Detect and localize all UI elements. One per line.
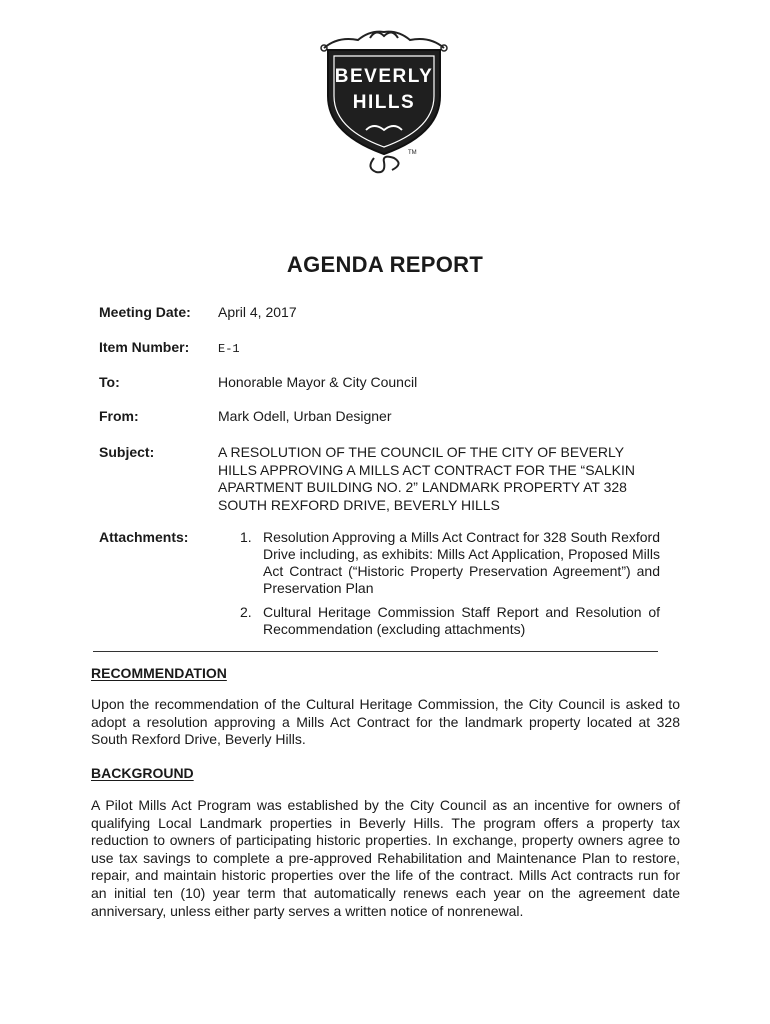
attachment-number: 2. (240, 604, 252, 620)
background-heading: BACKGROUND (91, 765, 194, 781)
attachment-text: Cultural Heritage Commission Staff Report and Resolution of Recommendation (excluding attachments) (263, 604, 660, 637)
background-text: A Pilot Mills Act Program was established by the City Council as an incentive for owners of qualifying Local Landmark properties in Beverly Hills. The program offers a property tax reduction to owners of participating historic properties. In exchange, property owners agree to use tax savings to complete a pre-approved Rehabilitation and Maintenance Plan to restore, repair, and maintain historic properties over the life of the contract. Mills Act contracts run for an initial ten (10) year term that automatically renews each year on the agreement date anniversary, unless either party serves a written notice of nonrenewal. (91, 797, 680, 919)
beverly-hills-shield-logo (318, 26, 450, 176)
attachment-item (240, 604, 660, 638)
subject-line: APARTMENT BUILDING NO. 2” LANDMARK PROPERTY AT 328 (218, 479, 627, 495)
item-number-value: E-1 (218, 342, 240, 356)
recommendation-text: Upon the recommendation of the Cultural Heritage Commission, the City Council is asked to adopt a resolution approving a Mills Act Contract for the landmark property located at 328 South Rexford Drive, Beverly Hills. (91, 696, 680, 748)
svg-text:BEVERLY: BEVERLY (334, 66, 434, 87)
attachment-text: Resolution Approving a Mills Act Contract for 328 South Rexford Drive including, as exhibits: Mills Act Application, Proposed Mills Act Contract (“Historic Property Preservation Agreement”) and Preservation Plan (263, 529, 660, 596)
section-divider (93, 651, 658, 652)
subject-line: HILLS APPROVING A MILLS ACT CONTRACT FOR THE “SALKIN (218, 461, 636, 478)
subject-line: A RESOLUTION OF THE COUNCIL OF THE CITY OF BEVERLY (218, 444, 625, 460)
from-label: From: (99, 408, 139, 424)
attachment-item (240, 529, 660, 597)
item-number-label: Item Number: (99, 339, 190, 355)
attachment-number: 1. (240, 529, 252, 545)
recommendation-heading: RECOMMENDATION (91, 665, 227, 681)
attachments-label: Attachments: (99, 529, 189, 545)
to-value: Honorable Mayor & City Council (218, 374, 418, 390)
to-label: To: (99, 374, 120, 390)
subject-line: SOUTH REXFORD DRIVE, BEVERLY HILLS (218, 496, 500, 513)
from-value: Mark Odell, Urban Designer (218, 408, 392, 424)
attachments-list (240, 529, 660, 645)
meeting-date-value: April 4, 2017 (218, 304, 297, 320)
subject-label: Subject: (99, 444, 155, 460)
meeting-date-label: Meeting Date: (99, 304, 191, 320)
subject-value (218, 444, 658, 514)
page-title: AGENDA REPORT (286, 252, 484, 277)
svg-text:HILLS: HILLS (352, 92, 416, 113)
svg-text:TM: TM (408, 150, 417, 156)
